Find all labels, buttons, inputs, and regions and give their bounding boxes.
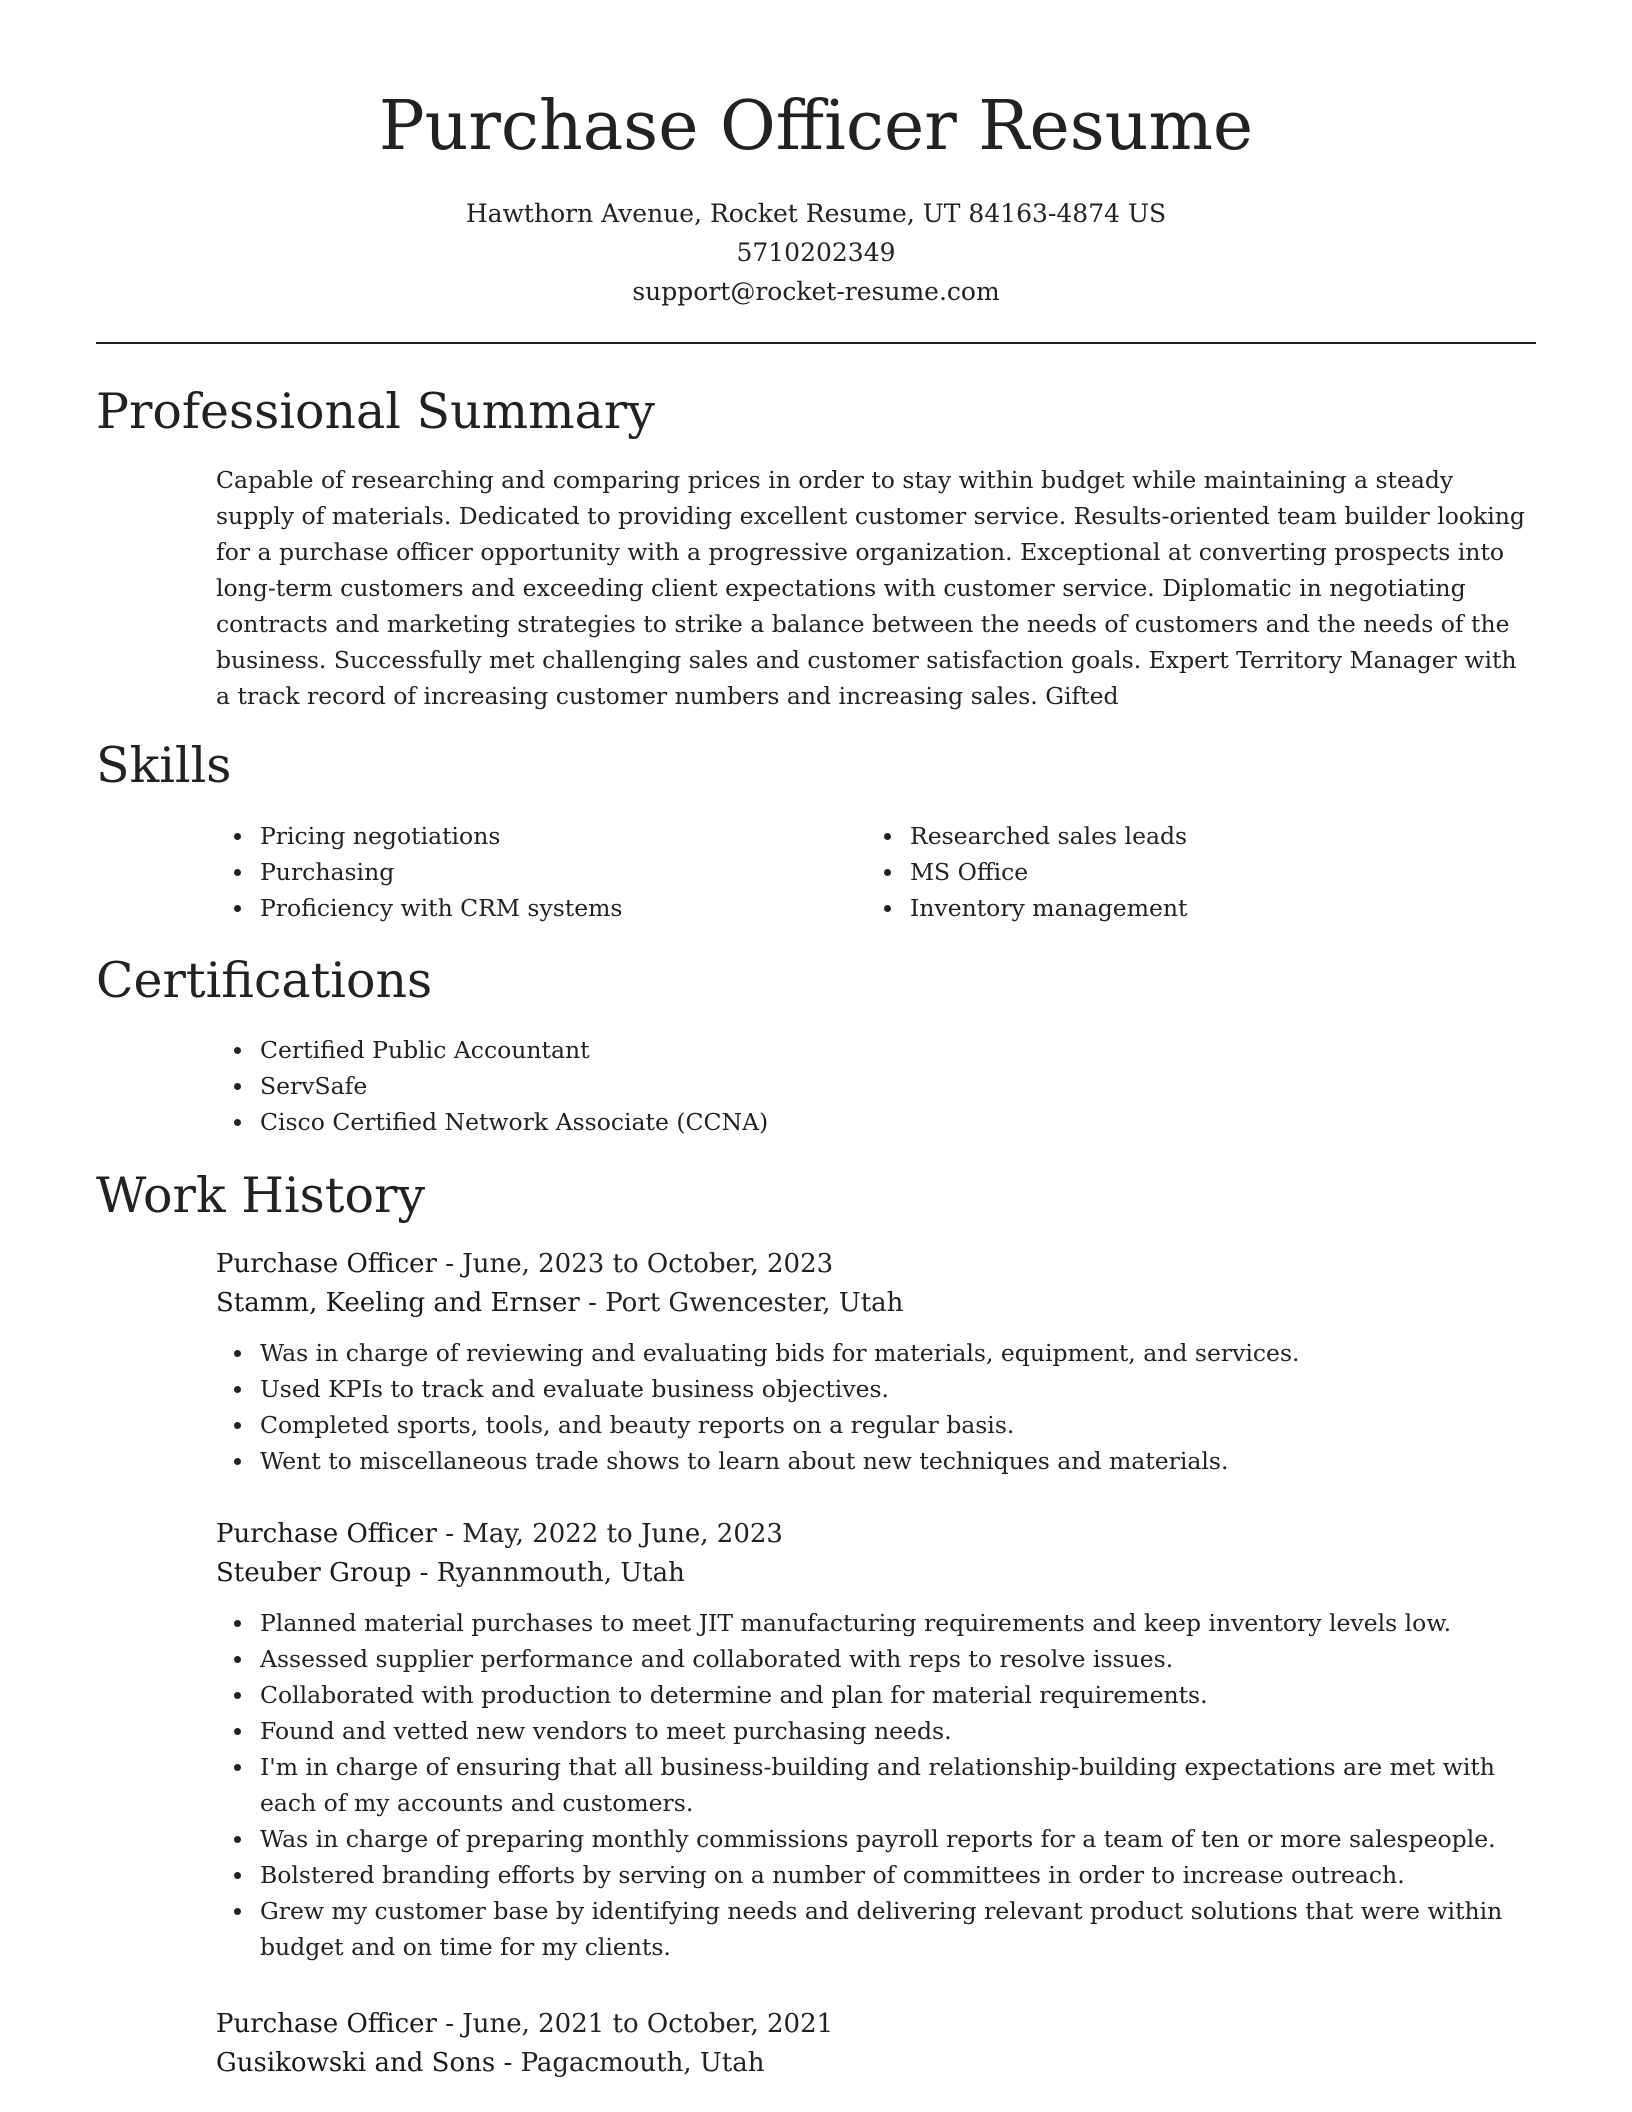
job-company-line: [216, 1283, 1536, 1323]
resume-header: [0, 0, 1632, 311]
list-item: ServSafe: [216, 1068, 1516, 1104]
job-location: Ryannmouth, Utah: [436, 1558, 685, 1588]
job-company: Stamm, Keeling and Ernser: [216, 1288, 580, 1318]
list-item: Used KPIs to track and evaluate business objectives.: [216, 1371, 1536, 1407]
certifications-block: [216, 1032, 1516, 1140]
separator: -: [445, 2009, 463, 2039]
list-item: Proficiency with CRM systems: [216, 890, 856, 926]
list-item: Found and vetted new vendors to meet purchasing needs.: [216, 1713, 1536, 1749]
separator: -: [419, 1558, 437, 1588]
job-company: Steuber Group: [216, 1558, 412, 1588]
list-item: Cisco Certified Network Associate (CCNA): [216, 1104, 1516, 1140]
job-entry: [216, 1515, 1536, 1965]
separator: -: [588, 1288, 606, 1318]
summary-text: Capable of researching and comparing prices in order to stay within budget while maintaining a steady supply of materials. Dedicated to providing excellent customer service. Results-oriented team builder looking for a purchase officer opportunity with a progressive organization. Exceptional at converting prospects into long-term customers and exceeding client expectations with customer service. Diplomatic in negotiating contracts and marketing strategies to strike a balance between the needs of customers and the needs of the business. Successfully met challenging sales and customer satisfaction goals. Expert Territory Manager with a track record of increasing customer numbers and increasing sales. Gifted: [216, 466, 1525, 710]
phone-text: 5710202349: [736, 238, 896, 267]
resume-title: Purchase Officer Resume: [378, 87, 1254, 166]
email-text: support@rocket-resume.com: [632, 277, 1000, 306]
list-item: MS Office: [866, 854, 1506, 890]
job-company-line: [216, 2043, 1536, 2083]
contact-block: [0, 194, 1632, 311]
job-company: Gusikowski and Sons: [216, 2048, 496, 2078]
job-title: Purchase Officer: [216, 1249, 437, 1279]
job-dates: June, 2023 to October, 2023: [462, 1249, 834, 1279]
job-location: Pagacmouth, Utah: [520, 2048, 765, 2078]
list-item: I'm in charge of ensuring that all business-building and relationship-building expectations are met with each of my accounts and customers.: [216, 1749, 1536, 1821]
certifications-heading: Certifications: [96, 952, 433, 1009]
job-title: Purchase Officer: [216, 1519, 437, 1549]
list-item: Grew my customer base by identifying needs and delivering relevant product solutions that were within budget and on time for my clients.: [216, 1893, 1536, 1965]
list-item: Certified Public Accountant: [216, 1032, 1516, 1068]
work-history-heading: Work History: [96, 1167, 426, 1224]
job-entry: [216, 2005, 1536, 2095]
certifications-list: [216, 1032, 1516, 1140]
list-item: Assessed supplier performance and collaborated with reps to resolve issues.: [216, 1641, 1536, 1677]
list-item: Pricing negotiations: [216, 818, 856, 854]
skills-heading: Skills: [96, 737, 232, 794]
skills-column-left: [216, 818, 856, 926]
list-item: Was in charge of reviewing and evaluating bids for materials, equipment, and services.: [216, 1335, 1536, 1371]
job-duties: [216, 1335, 1536, 1479]
job-title: Purchase Officer: [216, 2009, 437, 2039]
list-item: Completed sports, tools, and beauty reports on a regular basis.: [216, 1407, 1536, 1443]
list-item: Was in charge of preparing monthly commissions payroll reports for a team of ten or more salespeople.: [216, 1821, 1536, 1857]
separator: -: [445, 1519, 463, 1549]
job-entry: [216, 1245, 1536, 1479]
list-item: Went to miscellaneous trade shows to learn about new techniques and materials.: [216, 1443, 1536, 1479]
list-item: Bolstered branding efforts by serving on a number of committees in order to increase outreach.: [216, 1857, 1536, 1893]
address-text: Hawthorn Avenue, Rocket Resume, UT 84163-4874 US: [465, 199, 1167, 228]
separator: -: [503, 2048, 521, 2078]
job-location: Port Gwencester, Utah: [605, 1288, 904, 1318]
job-title-line: [216, 2005, 1536, 2043]
separator: -: [445, 1249, 463, 1279]
skills-list-left: [216, 818, 856, 926]
list-item: Purchasing: [216, 854, 856, 890]
skills-list-right: [866, 818, 1506, 926]
job-dates: May, 2022 to June, 2023: [462, 1519, 783, 1549]
job-dates: June, 2021 to October, 2021: [462, 2009, 834, 2039]
header-divider: [96, 342, 1536, 344]
list-item: Researched sales leads: [866, 818, 1506, 854]
job-company-line: [216, 1553, 1536, 1593]
job-title-line: [216, 1515, 1536, 1553]
skills-column-right: [866, 818, 1506, 926]
list-item: Collaborated with production to determine and plan for material requirements.: [216, 1677, 1536, 1713]
job-duties: [216, 1605, 1536, 1965]
job-title-line: [216, 1245, 1536, 1283]
summary-heading: Professional Summary: [96, 383, 655, 440]
list-item: Inventory management: [866, 890, 1506, 926]
list-item: Planned material purchases to meet JIT manufacturing requirements and keep inventory levels low.: [216, 1605, 1536, 1641]
